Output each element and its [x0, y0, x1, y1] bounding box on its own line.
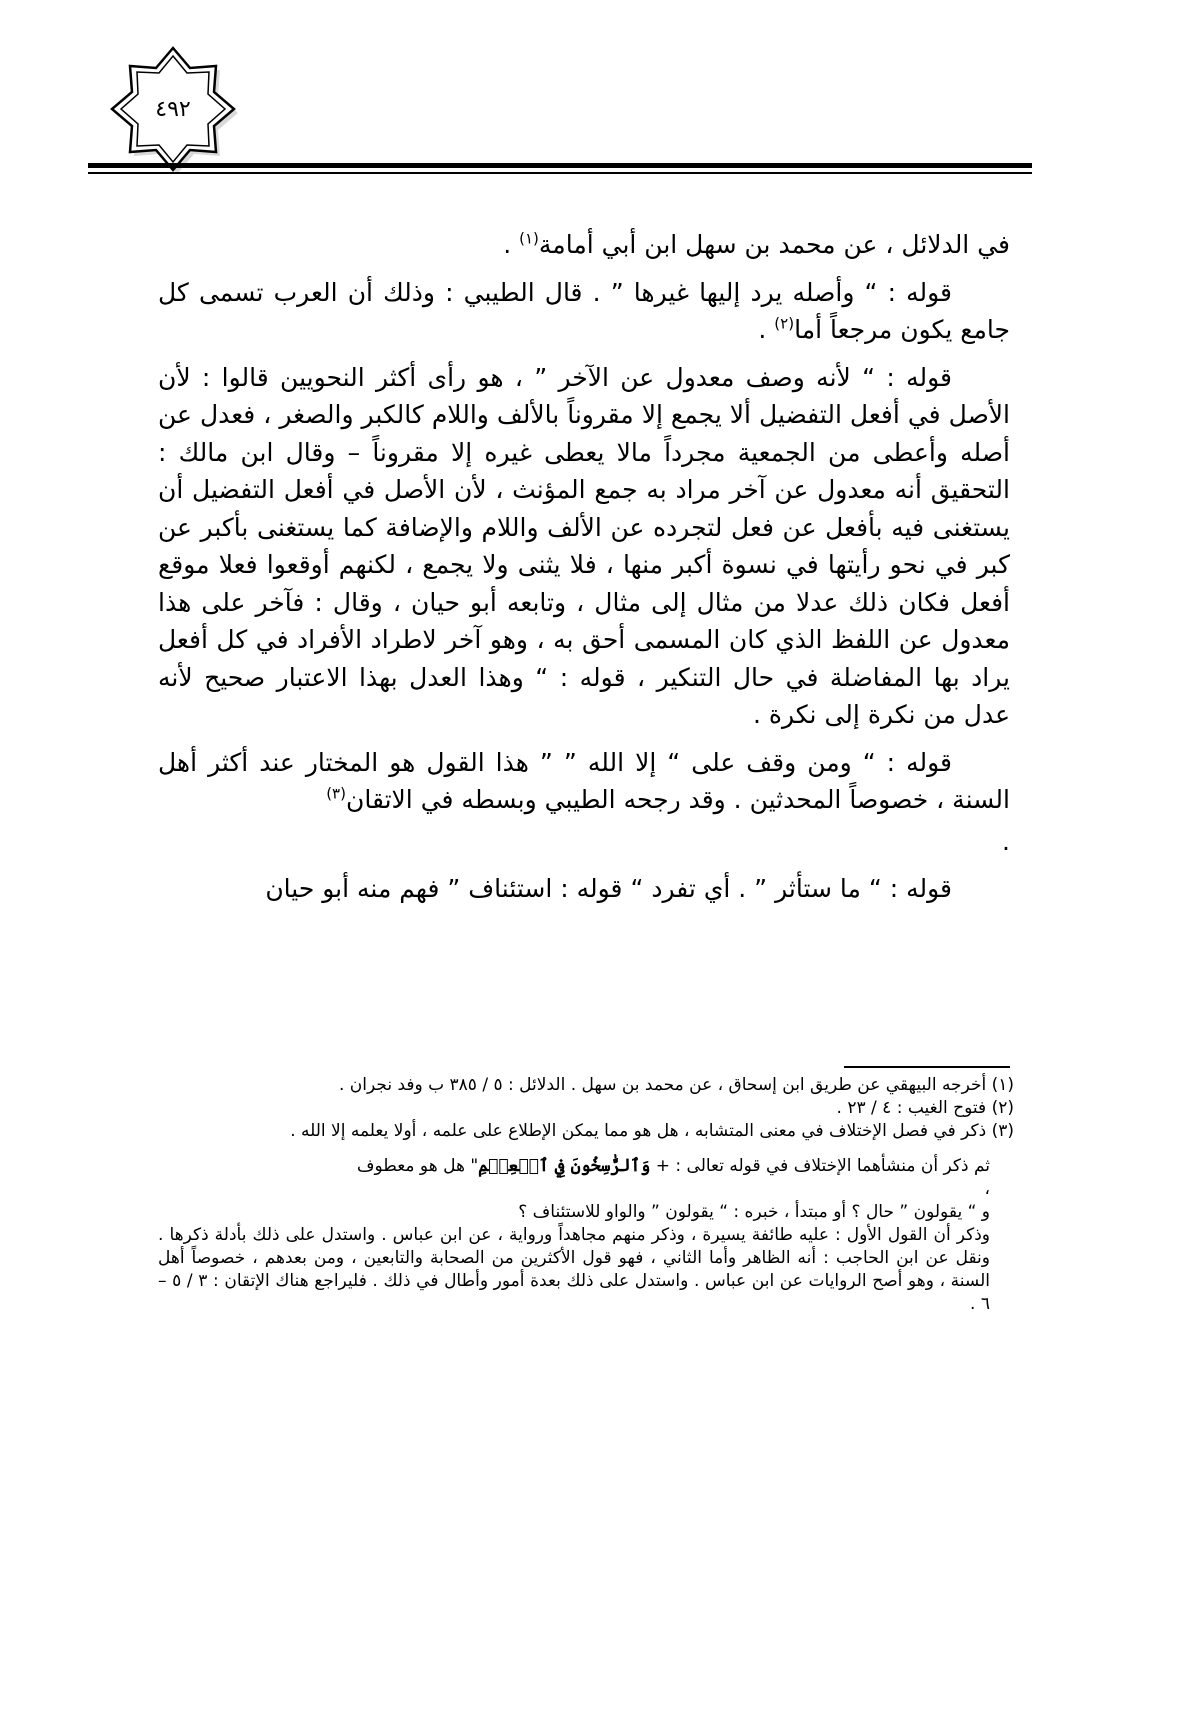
footnote-ref-1[interactable]: (١) [519, 229, 539, 248]
paragraph-1: في الدلائل ، عن محمد بن سهل ابن أبي أمامة$^{(١)}$ . [503, 229, 1010, 259]
footnote-3: (٣) ذكر في فصل الإختلاف في معنى المتشابه ، هل هو مما يمكن الإطلاع على علمه ، أولا يعلمه إلا الله . [290, 1121, 1014, 1141]
footnote-2: (٢) فتوح الغيب : ٤ / ٢٣ . [836, 1098, 1014, 1118]
quran-verse: وَٱلرَّٰسِخُونَ فِي ٱلۡعِلۡمِ [478, 1156, 651, 1176]
footnote-ref-2[interactable]: (٢) [774, 314, 795, 333]
footnote-3-continuation: ثم ذكر أن منشأهما الإختلاف في قوله تعالى : + وَٱلرَّٰسِخُونَ فِي ٱلۡعِلۡمِ" هل هو معطوف [356, 1156, 990, 1176]
header-rule [88, 163, 1032, 168]
footnote-1: (١) أخرجه البيهقي عن طريق ابن إسحاق ، عن محمد بن سهل . الدلائل : ٥ / ٣٨٥ ب وفد نجران . [338, 1075, 1014, 1095]
paragraph-3: قوله : “ لأنه وصف معدول عن الآخر ” ، هو رأى أكثر النحويين قالوا : لأن الأصل في أفعل التفضيل ألا يجمع إلا مقروناً بالألف واللام كالكبر والصغر ، فعدل عن أصله وأعطى من الجمعية مجرداً مالا يعطى غيره إلا مقروناً – وقال ابن مالك : التحقيق أنه معدول عن آخر مراد به جمع المؤنث ، لأن الأصل في أفعل التفضيل أن يستغنى فيه بأفعل عن فعل لتجرده عن الألف واللام والإضافة كما يستغنى بأكبر عن كبر في نحو رأيتها في نسوة أكبر منها ، فلا يثنى ولا يجمع ، لكنهم أوقعوا فعلا موقع أفعل فكان ذلك عدلا من مثال إلى مثال ، وتابعه أبو حيان ، وقال : فآخر على هذا معدول عن اللفظ الذي كان المسمى أحق به ، وهو آخر لاطراد الأفراد في كل أفعل يراد بها المفاضلة في حال التنكير ، قوله : “ وهذا العدل بهذا الاعتبار صحيح لأنه عدل من نكرة إلى نكرة . [158, 362, 1010, 729]
paragraph-4: قوله : “ ومن وقف على “ إلا الله ” ” هذا القول هو المختار عند أكثر أهل السنة ، خصوصاً المحدثين . وقد رجحه الطيبي وبسطه في الاتقان$^{(٣)}$ [158, 747, 1010, 814]
paragraph-2: قوله : “ وأصله يرد إليها غيرها ” . قال الطيبي : وذلك أن العرب تسمى كل جامع يكون مرجعاً أما$^{(٢)}$ . [158, 277, 1010, 344]
stray-period: . [1002, 826, 1010, 856]
page-number-badge [108, 44, 238, 174]
header-rule-thin [88, 172, 1032, 174]
main-body [158, 226, 1010, 918]
footnote-3-comma: ، [984, 1179, 990, 1199]
footnote-separator [844, 1066, 1010, 1068]
footnote-ref-3[interactable]: (٣) [326, 784, 346, 803]
footnotes [158, 1074, 1014, 1316]
footnote-3-line-2: و “ يقولون ” حال ؟ أو مبتدأ ، خبره : “ يقولون ” والواو للاستئناف ؟ [518, 1202, 990, 1222]
page-number: ٤٩٢ [155, 96, 191, 122]
paragraph-5: قوله : “ ما ستأثر ” . أي تفرد “ قوله : استئناف ” فهم منه أبو حيان [265, 874, 952, 903]
footnote-3-line-3: وذكر أن القول الأول : عليه طائفة يسيرة ، وذكر منهم مجاهداً ورواية ، عن ابن عباس . واستدل على ذلك بأدلة ذكرها . ونقل عن ابن الحاجب : أنه الظاهر وأما الثاني ، فهو قول الأكثرين من الصحابة والتابعين ، ومن بعدهم ، خصوصاً أهل السنة ، وهو أصح الروايات عن ابن عباس . واستدل على ذلك بعدة أمور وأطال في ذلك . فليراجع هناك الإتقان : ٣ / ٥ – ٦ . [158, 1225, 990, 1314]
